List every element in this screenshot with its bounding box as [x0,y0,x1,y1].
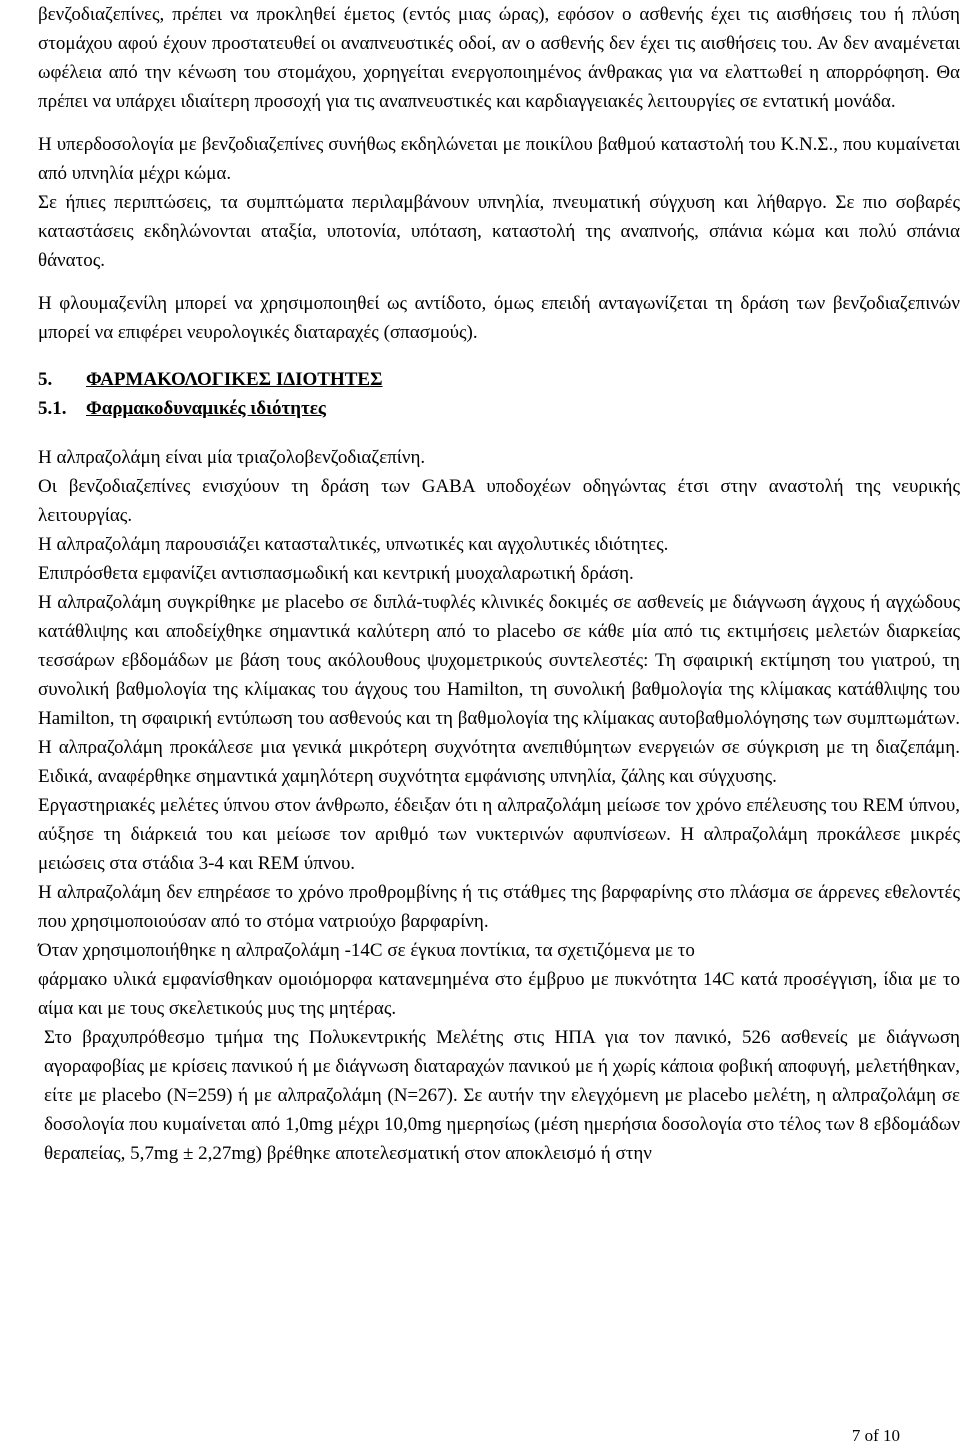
section-5-heading [38,365,960,394]
pharma-paragraph-8b: φάρμακο υλικά εμφανίσθηκαν ομοιόμορφα κατανεμημένα στο έμβρυο με πυκνότητα 14C κατά προσέγγιση, ίδια με το αίμα και με τους σκελετικούς μυς της μητέρας. [38,969,960,1019]
intro-paragraph: βενζοδιαζεπίνες, πρέπει να προκληθεί έμετος (εντός μιας ώρας), εφόσον ο ασθενής έχει τις αισθήσεις του ή πλύση στομάχου αφού έχουν προστατευθεί οι αναπνευστικές οδοί, αν ο ασθενής δεν έχει τις αισθήσεις του. Αν δεν αναμένεται ωφέλεια από την κένωση του στομάχου, χορηγείται ενεργοποιημένος άνθρακας για να ελαττωθεί η απορρόφηση. Θα πρέπει να υπάρχει ιδιαίτερη προσοχή για τις αναπνευστικές και καρδιαγγειακές λειτουργίες σε εντατική μονάδα. [38,4,960,112]
pharma-paragraph-3: Η αλπραζολάμη παρουσιάζει κατασταλτικές, υπνωτικές και αγχολυτικές ιδιότητες. [38,534,669,555]
pharma-paragraph-1: Η αλπραζολάμη είναι μία τριαζολοβενζοδιαζεπίνη. [38,447,426,468]
pharma-paragraph-4: Επιπρόσθετα εμφανίζει αντισπασμωδική και κεντρική μυοχαλαρωτική δράση. [38,563,634,584]
page-number: 7 of 10 [851,1426,900,1445]
section-5-1-number: 5.1. [38,398,67,419]
pharma-paragraph-8a: Όταν χρησιμοποιήθηκε η αλπραζολάμη -14C σε έγκυα ποντίκια, τα σχετιζόμενα με το [38,940,695,961]
pharma-paragraph-5: Η αλπραζολάμη συγκρίθηκε με placebo σε διπλά-τυφλές κλινικές δοκιμές σε ασθενείς με διάγνωση άγχους ή αγχώδους κατάθλιψης και αποδείχθηκε σημαντικά καλύτερη από το placebo σε κάθε μία από τις εκτιμήσεις μελετών διαρκείας τεσσάρων εβδομάδων με βάση τους ακόλουθους ψυχομετρικούς συντελεστές: Τη σφαιρική εκτίμηση του γιατρού, τη συνολική βαθμολογία της κλίμακας του άγχους του Hamilton, τη συνολική βαθμολογία της κλίμακας κατάθλιψης του Hamilton, τη σφαιρική εντύπωση του ασθενούς και τη βαθμολογία της κλίμακας αυτοβαθμολόγησης των συμπτωμάτων. Η αλπραζολάμη προκάλεσε μια γενικά μικρότερη συχνότητα ανεπιθύμητων ενεργειών σε σύγκριση με τη διαζεπάμη. Ειδικά, αναφέρθηκε σημαντικά χαμηλότερη συχνότητα εμφάνισης υπνηλία, ζάλης και σύγχυσης. [38,592,960,787]
pharma-paragraph-6: Εργαστηριακές μελέτες ύπνου στον άνθρωπο, έδειξαν ότι η αλπραζολάμη μείωσε τον χρόνο επέλευσης του REM ύπνου, αύξησε τη διάρκειά του και μείωσε τον αριθμό των νυκτερινών αφυπνίσεων. Η αλπραζολάμη προκάλεσε μικρές μειώσεις στα στάδια 3-4 και REM ύπνου. [38,795,960,874]
pharma-paragraph-2: Οι βενζοδιαζεπίνες ενισχύουν τη δράση των GABA υποδοχέων οδηγώντας έτσι στην αναστολή της νευρικής λειτουργίας. [38,476,960,526]
overdose-paragraph-3: Η φλουμαζενίλη μπορεί να χρησιμοποιηθεί ως αντίδοτο, όμως επειδή ανταγωνίζεται τη δράση των βενζοδιαζεπινών μπορεί να επιφέρει νευρολογικές διαταραχές (σπασμούς). [38,293,960,343]
document-page [38,0,960,1168]
overdose-paragraph-1: Η υπερδοσολογία με βενζοδιαζεπίνες συνήθως εκδηλώνεται με ποικίλου βαθμού καταστολή του Κ.Ν.Σ., που κυμαίνεται από υπνηλία μέχρι κώμα. [38,134,960,184]
section-5-number: 5. [38,369,53,390]
overdose-paragraph-2: Σε ήπιες περιπτώσεις, τα συμπτώματα περιλαμβάνουν υπνηλία, πνευματική σύγχυση και λήθαργο. Σε πιο σοβαρές καταστάσεις εκδηλώνονται αταξία, υποτονία, υπόταση, καταστολή της αναπνοής, σπάνια κώμα και πολύ σπάνια θάνατος. [38,192,960,271]
pharma-paragraph-7: Η αλπραζολάμη δεν επηρέασε το χρόνο προθρομβίνης ή τις στάθμες της βαρφαρίνης στο πλάσμα σε άρρενες εθελοντές που χρησιμοποιούσαν από το στόμα νατριούχο βαρφαρίνη. [38,882,960,932]
section-5-1-title: Φαρμακοδυναμικές ιδιότητες [86,398,326,419]
section-5-1-heading [38,394,960,423]
pharma-paragraph-9: Στο βραχυπρόθεσμο τμήμα της Πολυκεντρικής Μελέτης στις ΗΠΑ για τον πανικό, 526 ασθενείς με διάγνωση αγοραφοβίας με κρίσεις πανικού ή με διάγνωση διαταραχών πανικού με ή χωρίς κάποια φοβική αποφυγή, μελετήθηκαν, είτε με placebo (N=259) ή με αλπραζολάμη (N=267). Σε αυτήν την ελεγχόμενη με placebo μελέτη, η αλπραζολάμη σε δοσολογία που κυμαίνεται από 1,0mg μέχρι 10,0mg ημερησίως (μέση ημερήσια δοσολογία στο τέλος των 8 εβδομάδων θεραπείας, 5,7mg ± 2,27mg) βρέθηκε αποτελεσματική στον αποκλεισμό ή στην [44,1027,960,1164]
section-5-title: ΦΑΡΜΑΚΟΛΟΓΙΚΕΣ ΙΔΙΟΤΗΤΕΣ [86,369,383,390]
